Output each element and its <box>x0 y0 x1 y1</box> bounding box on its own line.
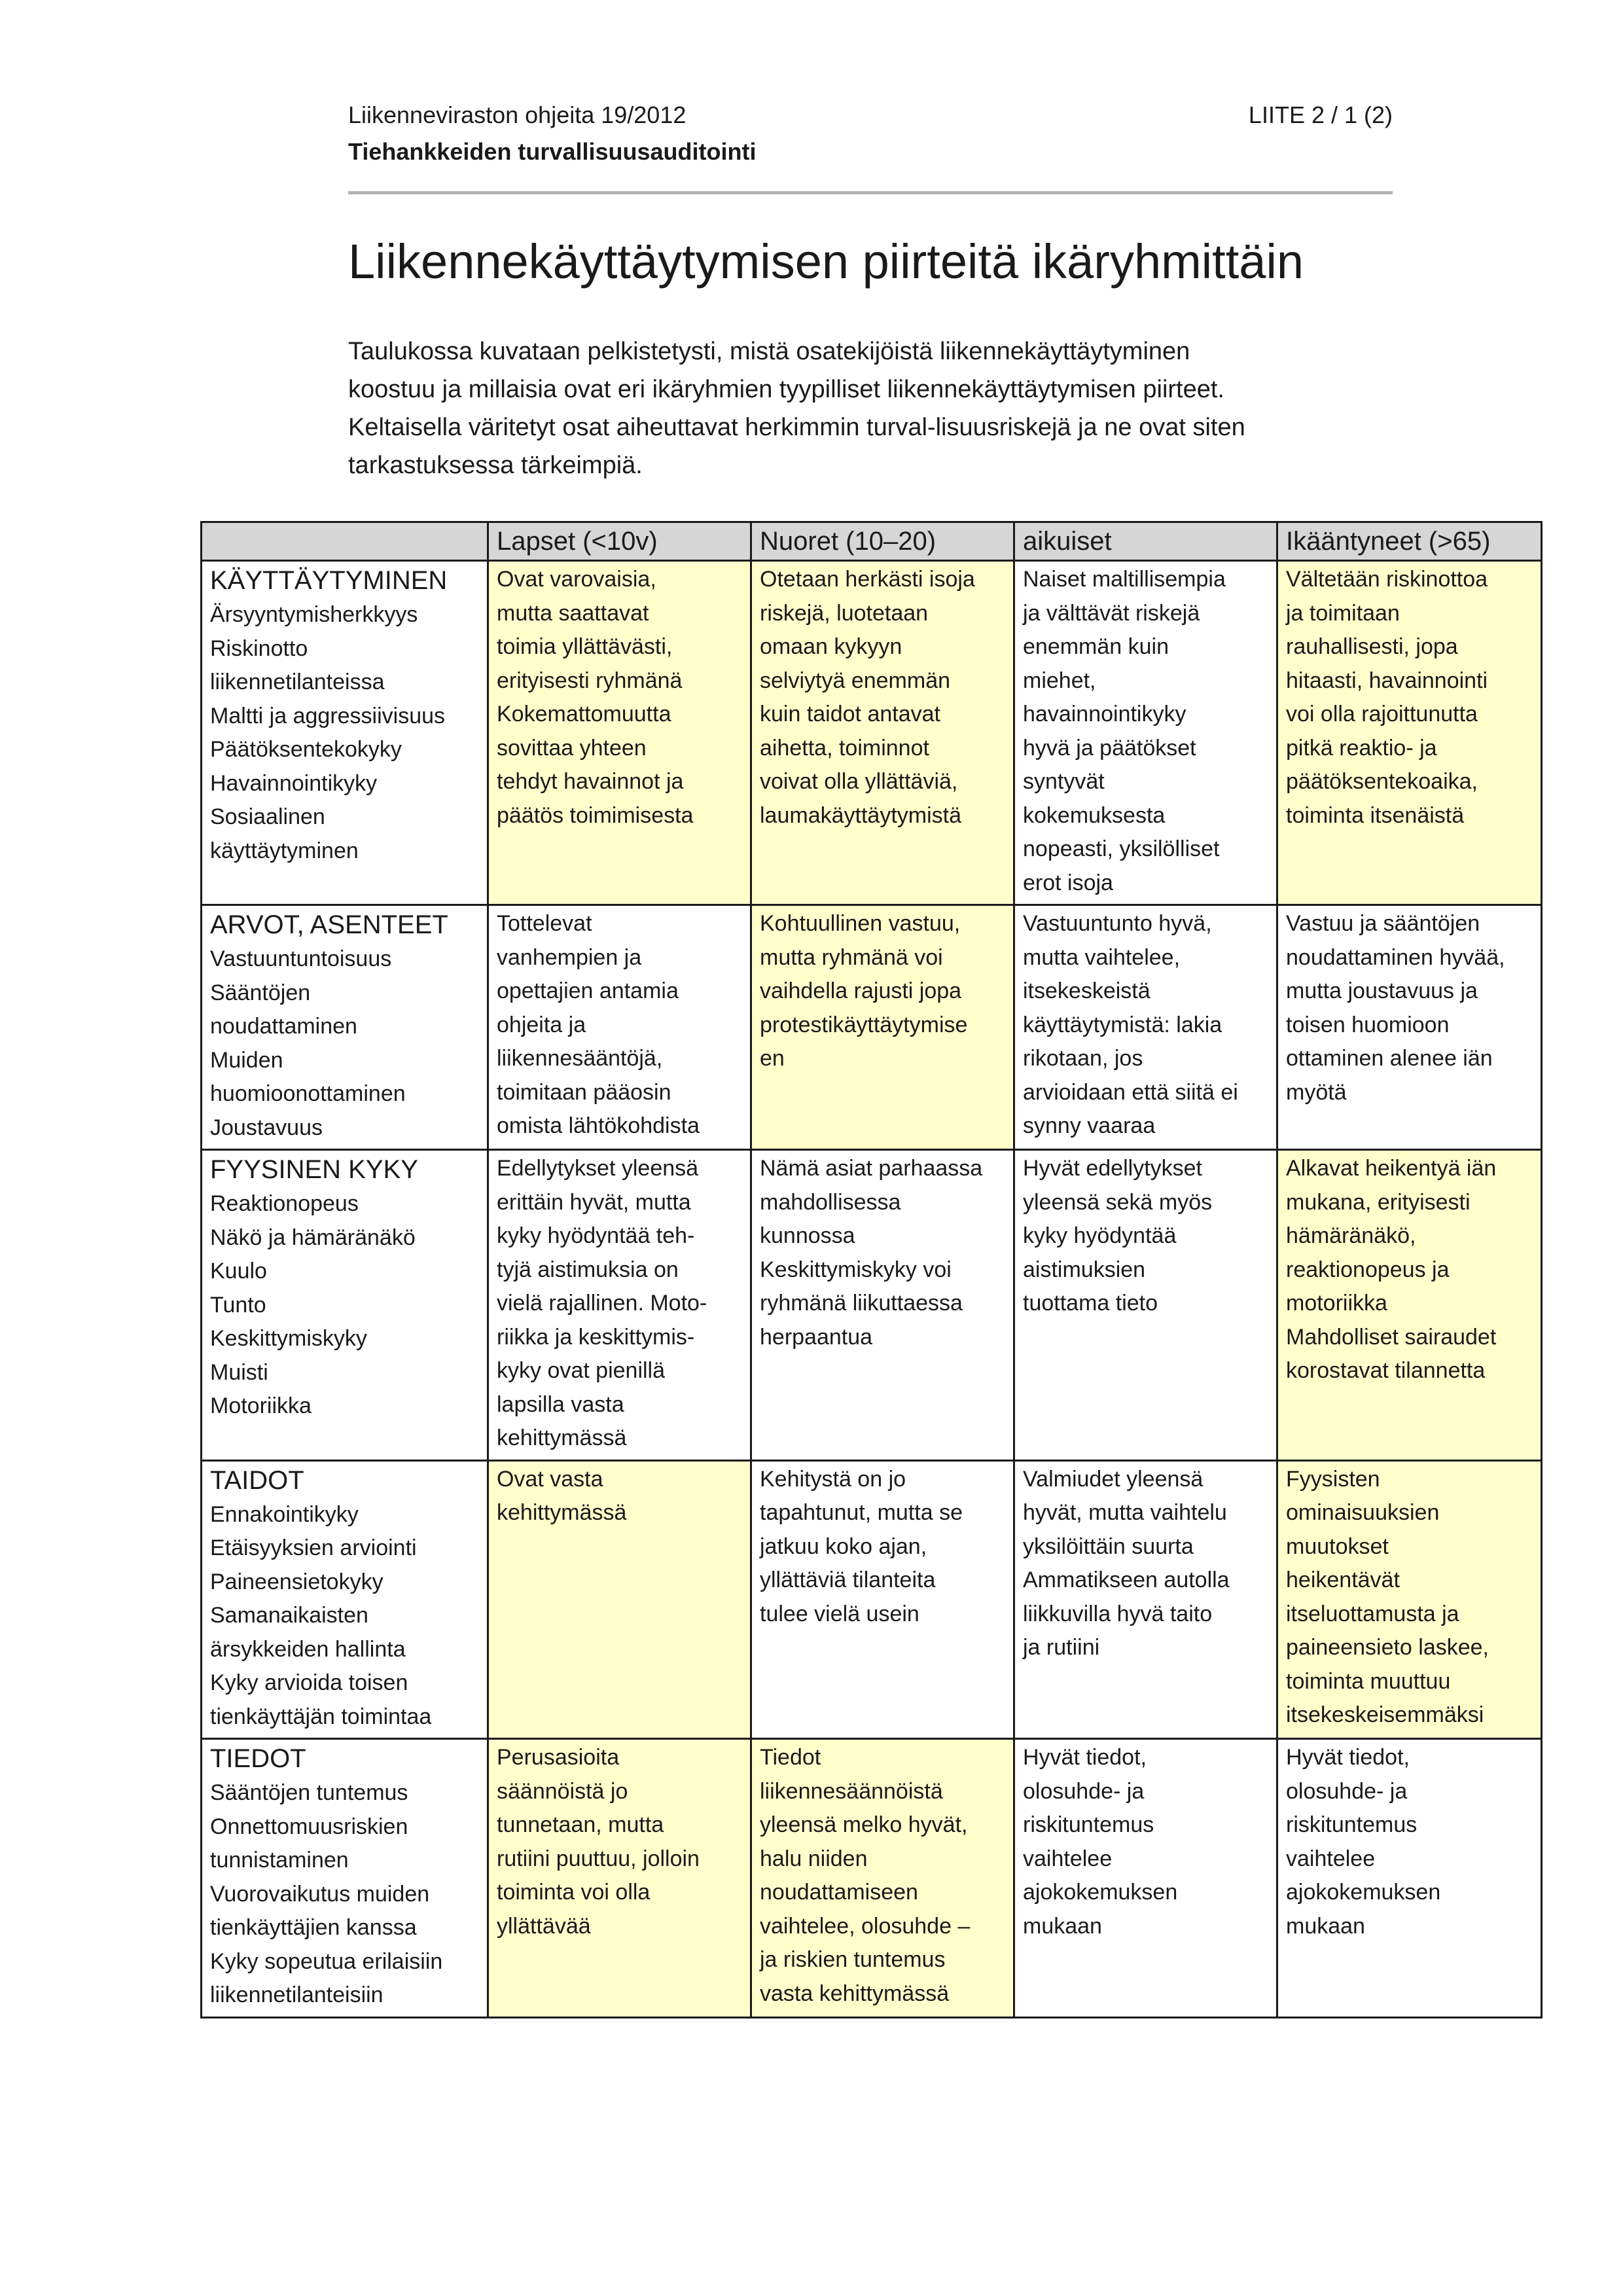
category-title: FYYSINEN KYKY <box>210 1155 418 1184</box>
cell-line: riskituntemus <box>1286 1812 1418 1837</box>
cell-line: vanhempien ja <box>497 944 642 970</box>
category-item: Havainnointikyky <box>210 770 378 796</box>
intro-line: tarkastuksessa tärkeimpiä. <box>348 452 643 479</box>
cell-line: syntyvät <box>1023 769 1105 794</box>
cell-line: vaihtelee, olosuhde – <box>760 1913 971 1939</box>
cell-line: Hyvät tiedot, <box>1286 1745 1410 1770</box>
category-item: liikennetilanteisiin <box>210 1982 383 2007</box>
category-item: Näkö ja hämäränäkö <box>210 1225 416 1250</box>
intro-line: Taulukossa kuvataan pelkistetysti, mistä osatekijöistä liikennekäyttäytyminen <box>348 338 1190 365</box>
cell-line: Kehitystä on jo <box>760 1466 906 1492</box>
cell-line: rikotaan, jos <box>1023 1046 1143 1071</box>
cell-line: Ammatikseen autolla <box>1023 1568 1230 1592</box>
column-header-adults: aikuiset <box>1014 522 1277 561</box>
cell-line: Tottelevat <box>497 911 592 936</box>
category-item: tienkäyttäjien kanssa <box>210 1915 417 1940</box>
table-row <box>202 561 1542 905</box>
category-item: käyttäytyminen <box>210 838 359 863</box>
cell-line: voi olla rajoittunutta <box>1286 702 1478 726</box>
cell-line: herpaantua <box>760 1324 873 1350</box>
cell-line: vaihdella rajusti jopa <box>760 978 962 1003</box>
cell-line: erittäin hyvät, mutta <box>497 1189 691 1215</box>
cell-line: mahdollisessa <box>760 1189 901 1215</box>
category-title: ARVOT, ASENTEET <box>210 910 448 939</box>
cell-line: mukaan <box>1286 1913 1365 1939</box>
cell-line: tunnetaan, mutta <box>497 1812 664 1837</box>
doc-series: Liikenneviraston ohjeita 19/2012 <box>348 101 687 128</box>
category-item: Vastuuntuntoisuus <box>210 946 392 971</box>
cell-line: nopeasti, yksilölliset <box>1023 836 1220 861</box>
category-item: Joustavuus <box>210 1115 323 1140</box>
cell-line: pitkä reaktio- ja <box>1286 735 1437 761</box>
category-item: Samanaikaisten <box>210 1603 368 1628</box>
cell-line: käyttäytymistä: lakia <box>1023 1012 1222 1037</box>
cell-line: noudattaminen hyvää, <box>1286 944 1505 970</box>
cell-line: reaktionopeus ja <box>1286 1257 1450 1282</box>
cell-line: Vastuuntunto hyvä, <box>1023 911 1212 936</box>
table-cell <box>1014 561 1277 905</box>
table-cell <box>488 1460 751 1739</box>
cell-line: toiminta muuttuu <box>1286 1668 1451 1694</box>
table-row <box>202 1739 1542 2018</box>
intro-line: koostuu ja millaisia ovat eri ikäryhmien tyypilliset liikennekäyttäytymisen piirteet. <box>348 376 1224 403</box>
table-cell <box>751 1150 1014 1461</box>
cell-line: Perusasioita <box>497 1745 620 1770</box>
category-item: noudattaminen <box>210 1014 357 1039</box>
category-title: TAIDOT <box>210 1465 304 1495</box>
cell-line: päätös toimimisesta <box>497 802 694 828</box>
category-item: Kyky sopeutua erilaisiin <box>210 1948 443 1974</box>
cell-line: halu niiden <box>760 1846 868 1871</box>
table-cell <box>1277 561 1542 905</box>
cell-line: synny vaaraa <box>1023 1113 1156 1138</box>
cell-line: yleensä sekä myös <box>1023 1189 1213 1215</box>
cell-line: ottaminen alenee iän <box>1286 1046 1493 1071</box>
table-cell <box>751 1460 1014 1739</box>
cell-line: tuottama tieto <box>1023 1291 1158 1316</box>
cell-line: opettajien antamia <box>497 978 679 1003</box>
cell-line: hyvät, mutta vaihtelu <box>1023 1500 1227 1525</box>
cell-line: vasta kehittymässä <box>760 1981 950 2006</box>
row-category-cell <box>202 1739 488 2018</box>
cell-line: kyky hyödyntää <box>1023 1223 1177 1248</box>
table-cell <box>488 905 751 1150</box>
category-title: TIEDOT <box>210 1744 306 1773</box>
intro-line: Keltaisella väritetyt osat aiheuttavat herkimmin turval-lisuusriskejä ja ne ovat siten <box>348 414 1245 441</box>
category-title: KÄYTTÄYTYMINEN <box>210 566 448 595</box>
table-header-row <box>202 522 1542 561</box>
category-item: Vuorovaikutus muiden <box>210 1881 430 1907</box>
category-item: Kuulo <box>210 1259 267 1283</box>
cell-line: itsekeskeisemmäksi <box>1286 1702 1484 1727</box>
intro-paragraph <box>348 332 1393 484</box>
page-ref: LIITE 2 / 1 (2) <box>1248 101 1393 128</box>
cell-line: riskituntemus <box>1023 1812 1154 1837</box>
table-cell <box>1014 905 1277 1150</box>
cell-line: yleensä melko hyvät, <box>760 1812 968 1837</box>
category-item: Maltti ja aggressiivisuus <box>210 703 446 728</box>
cell-line: tulee vielä usein <box>760 1601 919 1626</box>
category-item: ärsykkeiden hallinta <box>210 1636 406 1662</box>
page-title: Liikennekäyttäytymisen piirteitä ikäryhmittäin <box>348 234 1304 289</box>
category-item: Onnettomuusriskien <box>210 1814 408 1839</box>
cell-line: mutta ryhmänä voi <box>760 944 943 970</box>
cell-line: Mahdolliset sairaudet <box>1286 1324 1497 1350</box>
table-cell <box>1277 1150 1542 1461</box>
cell-line: olosuhde- ja <box>1286 1778 1408 1804</box>
category-item: Keskittymiskyky <box>210 1326 367 1351</box>
cell-line: ja toimitaan <box>1286 600 1400 626</box>
cell-line: kokemuksesta <box>1023 802 1166 828</box>
cell-line: aihetta, toiminnot <box>760 735 929 761</box>
table-cell <box>1014 1739 1277 2018</box>
cell-line: enemmän kuin <box>1023 634 1169 659</box>
cell-line: erityisesti ryhmänä <box>497 668 683 693</box>
category-item: Sääntöjen tuntemus <box>210 1780 408 1805</box>
cell-line: Nämä asiat parhaassa <box>760 1156 983 1181</box>
cell-line: mutta vaihtelee, <box>1023 944 1181 970</box>
table-cell <box>751 561 1014 905</box>
age-group-table <box>200 521 1543 2018</box>
cell-line: selviytyä enemmän <box>760 668 951 693</box>
cell-line: liikennesääntöjä, <box>497 1046 663 1071</box>
cell-line: heikentävät <box>1286 1568 1400 1592</box>
column-header-children: Lapset (<10v) <box>488 522 751 561</box>
cell-line: vielä rajallinen. Moto- <box>497 1291 707 1316</box>
cell-line: mutta joustavuus ja <box>1286 978 1478 1003</box>
table-cell <box>488 1150 751 1461</box>
cell-line: Otetaan herkästi isoja <box>760 567 975 592</box>
table-cell <box>488 1739 751 2018</box>
table-cell <box>1014 1150 1277 1461</box>
cell-line: Tiedot <box>760 1745 821 1770</box>
cell-line: päätöksentekoaika, <box>1286 769 1478 794</box>
cell-line: lapsilla vasta <box>497 1391 624 1417</box>
cell-line: myötä <box>1286 1079 1347 1105</box>
cell-line: tyjä aistimuksia on <box>497 1257 679 1282</box>
row-category-cell <box>202 1460 488 1739</box>
cell-line: voivat olla yllättäviä, <box>760 769 958 794</box>
cell-line: liikkuvilla hyvä taito <box>1023 1601 1213 1626</box>
table-cell <box>1277 1460 1542 1739</box>
cell-line: itsekeskeistä <box>1023 978 1150 1003</box>
cell-line: tehdyt havainnot ja <box>497 769 684 794</box>
table-row <box>202 1150 1542 1461</box>
cell-line: muutokset <box>1286 1534 1389 1559</box>
cell-line: mukana, erityisesti <box>1286 1189 1471 1215</box>
table-cell <box>751 1739 1014 2018</box>
category-item: Kyky arvioida toisen <box>210 1670 408 1695</box>
category-item: Päätöksentekokyky <box>210 737 402 762</box>
cell-line: ja rutiini <box>1023 1635 1100 1660</box>
category-item: Reaktionopeus <box>210 1191 359 1216</box>
category-item: Ärsyyntymisherkkyys <box>210 602 418 627</box>
column-header-youth: Nuoret (10–20) <box>751 522 1014 561</box>
cell-line: yksilöittäin suurta <box>1023 1534 1194 1559</box>
cell-line: motoriikka <box>1286 1291 1387 1316</box>
doc-title: Tiehankkeiden turvallisuusauditointi <box>348 138 757 165</box>
table-cell <box>1277 1739 1542 2018</box>
cell-line: tapahtunut, mutta se <box>760 1500 963 1525</box>
cell-line: yllättävää <box>497 1913 591 1939</box>
cell-line: hämäränäkö, <box>1286 1223 1416 1248</box>
cell-line: Fyysisten <box>1286 1466 1380 1492</box>
cell-line: riikka ja keskittymis- <box>497 1324 695 1350</box>
cell-line: Kokemattomuutta <box>497 702 671 726</box>
row-category-cell <box>202 561 488 905</box>
category-item: tienkäyttäjän toimintaa <box>210 1704 432 1729</box>
category-item: liikennetilanteissa <box>210 670 385 694</box>
cell-line: sovittaa yhteen <box>497 735 647 761</box>
cell-line: en <box>760 1046 785 1071</box>
category-item: huomioonottaminen <box>210 1081 406 1106</box>
cell-line: olosuhde- ja <box>1023 1778 1145 1804</box>
row-category-cell <box>202 905 488 1150</box>
cell-line: Alkavat heikentyä iän <box>1286 1156 1497 1181</box>
cell-line: Vastuu ja sääntöjen <box>1286 911 1480 936</box>
cell-line: liikennesäännöistä <box>760 1778 943 1804</box>
cell-line: Edellytykset yleensä <box>497 1156 699 1181</box>
cell-line: Ovat varovaisia, <box>497 567 656 592</box>
cell-line: riskejä, luotetaan <box>760 600 929 626</box>
cell-line: kunnossa <box>760 1223 855 1248</box>
category-item: Riskinotto <box>210 636 308 661</box>
cell-line: havainnointikyky <box>1023 702 1186 726</box>
cell-line: mukaan <box>1023 1913 1102 1939</box>
table-row <box>202 1460 1542 1739</box>
cell-line: hyvä ja päätökset <box>1023 735 1196 761</box>
cell-line: kuin taidot antavat <box>760 702 940 726</box>
cell-line: kehittymässä <box>497 1426 627 1450</box>
cell-line: omaan kykyyn <box>760 634 902 659</box>
cell-line: kehittymässä <box>497 1500 627 1525</box>
cell-line: jatkuu koko ajan, <box>760 1534 927 1559</box>
table-cell <box>488 561 751 905</box>
header-divider <box>348 191 1393 194</box>
cell-line: toisen huomioon <box>1286 1012 1450 1037</box>
cell-line: mutta saattavat <box>497 600 649 626</box>
cell-line: arvioidaan että siitä ei <box>1023 1079 1238 1105</box>
cell-line: Keskittymiskyky voi <box>760 1257 952 1282</box>
cell-line: rauhallisesti, jopa <box>1286 634 1458 659</box>
category-item: tunnistaminen <box>210 1848 349 1873</box>
cell-line: korostavat tilannetta <box>1286 1358 1486 1383</box>
header-left <box>348 97 756 170</box>
cell-line: toiminta itsenäistä <box>1286 802 1465 828</box>
cell-line: ominaisuuksien <box>1286 1500 1440 1525</box>
cell-line: itseluottamusta ja <box>1286 1601 1459 1626</box>
cell-line: vaihtelee <box>1023 1846 1113 1871</box>
cell-line: toiminta voi olla <box>497 1880 651 1905</box>
category-item: Muisti <box>210 1359 268 1385</box>
table-cell <box>1014 1460 1277 1739</box>
cell-line: miehet, <box>1023 668 1096 693</box>
category-item: Sääntöjen <box>210 980 311 1005</box>
cell-line: rutiini puuttuu, jolloin <box>497 1846 700 1871</box>
table-cell <box>751 905 1014 1150</box>
category-item: Sosiaalinen <box>210 804 325 829</box>
column-header-empty <box>202 522 488 561</box>
cell-line: toimia yllättävästi, <box>497 634 673 659</box>
cell-line: hitaasti, havainnointi <box>1286 668 1488 693</box>
cell-line: säännöistä jo <box>497 1778 628 1804</box>
cell-line: Naiset maltillisempia <box>1023 567 1226 592</box>
cell-line: Ovat vasta <box>497 1466 603 1492</box>
cell-line: laumakäyttäytymistä <box>760 802 961 828</box>
cell-line: kyky hyödyntää teh- <box>497 1223 695 1248</box>
cell-line: noudattamiseen <box>760 1880 918 1905</box>
category-item: Ennakointikyky <box>210 1501 359 1527</box>
cell-line: yllättäviä tilanteita <box>760 1568 936 1592</box>
category-item: Motoriikka <box>210 1393 312 1418</box>
cell-line: toimitaan pääosin <box>497 1079 671 1105</box>
cell-line: ja riskien tuntemus <box>760 1947 946 1972</box>
cell-line: Hyvät edellytykset <box>1023 1156 1202 1181</box>
cell-line: ryhmänä liikuttaessa <box>760 1291 963 1316</box>
cell-line: ja välttävät riskejä <box>1023 600 1200 626</box>
cell-line: Vältetään riskinottoa <box>1286 567 1488 592</box>
cell-line: protestikäyttäytymise <box>760 1012 968 1037</box>
row-category-cell <box>202 1150 488 1461</box>
cell-line: vaihtelee <box>1286 1846 1376 1871</box>
cell-line: Hyvät tiedot, <box>1023 1745 1147 1770</box>
cell-line: aistimuksien <box>1023 1257 1146 1282</box>
category-item: Paineensietokyky <box>210 1569 383 1594</box>
cell-line: omista lähtökohdista <box>497 1113 700 1138</box>
category-item: Etäisyyksien arviointi <box>210 1535 417 1560</box>
cell-line: erot isoja <box>1023 870 1113 895</box>
cell-line: ajokokemuksen <box>1286 1880 1441 1905</box>
cell-line: Valmiudet yleensä <box>1023 1466 1204 1492</box>
cell-line: ohjeita ja <box>497 1012 586 1037</box>
cell-line: paineensieto laskee, <box>1286 1635 1489 1660</box>
table-row <box>202 905 1542 1150</box>
table-cell <box>1277 905 1542 1150</box>
cell-line: ajokokemuksen <box>1023 1880 1178 1905</box>
column-header-elderly: Ikääntyneet (>65) <box>1277 522 1542 561</box>
category-item: Tunto <box>210 1292 266 1318</box>
cell-line: kyky ovat pienillä <box>497 1358 666 1383</box>
cell-line: Kohtuullinen vastuu, <box>760 911 961 936</box>
category-item: Muiden <box>210 1047 283 1073</box>
